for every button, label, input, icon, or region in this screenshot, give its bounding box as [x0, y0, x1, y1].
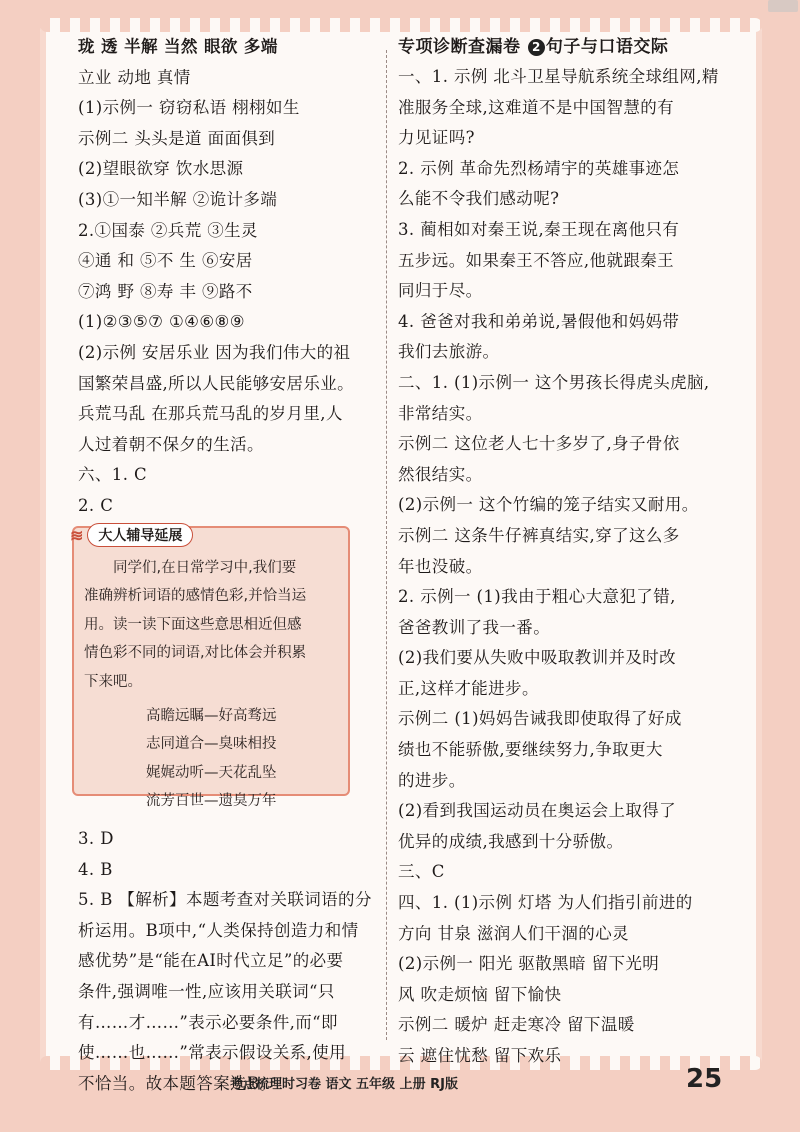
answer-line: (1)②③⑤⑦ ①④⑥⑧⑨ — [78, 312, 245, 332]
answer-line: 准服务全球,这难道不是中国智慧的有 — [398, 97, 675, 117]
right-column — [398, 32, 728, 1072]
footer-book-info: 考点梳理时习卷 语文 五年级 上册 RJ版 — [230, 1077, 458, 1092]
answer-line: 感优势”是“能在AI时代立足”的必要 — [78, 951, 344, 971]
left-answer-lines-after — [78, 824, 372, 1099]
extension-paragraph — [84, 554, 340, 696]
answer-line: 条件,强调唯一性,应该用关联词“只 — [78, 981, 335, 1001]
answer-line: 立业 动地 真情 — [78, 67, 191, 87]
answer-line: 2. 示例一 (1)我由于粗心大意犯了错, — [398, 587, 676, 607]
extension-text-line: 同学们,在日常学习中,我们要 — [113, 560, 297, 576]
word-pair: 流芳百世—遗臭万年 — [146, 793, 277, 810]
answer-line: (3)①一知半解 ②诡计多端 — [78, 189, 278, 209]
answer-line: 示例二 暖炉 赶走寒冷 留下温暖 — [398, 1015, 635, 1035]
answer-line: 爸爸教训了我一番。 — [398, 617, 551, 637]
answer-line: 示例二 这条牛仔裤真结实,穿了这么多 — [398, 525, 680, 545]
answer-line: 年也没破。 — [398, 556, 483, 576]
answer-line: (2)示例一 阳光 驱散黑暗 留下光明 — [398, 954, 660, 974]
answer-line: 示例二 头头是道 面面俱到 — [78, 128, 276, 148]
answer-line: 2. 示例 革命先烈杨靖宇的英雄事迹怎 — [398, 158, 680, 178]
answer-line: 示例二 这位老人七十多岁了,身子骨依 — [398, 434, 680, 454]
answer-line: 四、1. (1)示例 灯塔 为人们指引前进的 — [398, 893, 693, 913]
answer-line: 珑 透 半解 当然 眼欲 多端 — [78, 37, 278, 56]
answer-line: 有……才……”表示必要条件,而“即 — [78, 1012, 338, 1032]
answer-line: 兵荒马乱 在那兵荒马乱的岁月里,人 — [78, 404, 343, 424]
answer-line: ④通 和 ⑤不 生 ⑥安居 — [78, 251, 253, 271]
corner-tab — [768, 0, 798, 12]
answer-line: 三、C — [398, 862, 445, 882]
word-pair: 高瞻远瞩—好高骛远 — [146, 708, 277, 725]
extension-word-pairs — [84, 702, 340, 816]
answer-line: (1)示例一 窃窃私语 栩栩如生 — [78, 98, 300, 118]
left-answer-lines — [78, 32, 368, 522]
answer-line: (2)我们要从失败中吸取教训并及时改 — [398, 648, 677, 668]
answer-line: 方向 甘泉 滋润人们干涸的心灵 — [398, 923, 629, 943]
answer-line: 3. D — [78, 829, 114, 848]
answer-line: 六、1. C — [78, 465, 148, 485]
answer-line: 国繁荣昌盛,所以人民能够安居乐业。 — [78, 373, 355, 393]
answer-line: 4. B — [78, 859, 113, 879]
answer-line: 4. 爸爸对我和弟弟说,暑假他和妈妈带 — [398, 311, 680, 331]
extension-text-line: 情色彩不同的词语,对比体会并积累 — [84, 645, 307, 662]
answer-line: 绩也不能骄傲,要继续努力,争取更大 — [398, 740, 663, 760]
extension-header — [70, 520, 193, 550]
answer-line: 同归于尽。 — [398, 281, 483, 301]
answer-line: (2)望眼欲穿 饮水思源 — [78, 159, 244, 179]
word-pair: 娓娓动听—天花乱坠 — [146, 764, 277, 781]
column-divider — [386, 50, 387, 1040]
wavy-top-border — [40, 18, 762, 32]
extension-box — [70, 525, 350, 810]
answer-line: 力见证吗? — [398, 128, 475, 148]
answer-line: 然很结实。 — [398, 464, 483, 484]
extension-text-line: 下来吧。 — [84, 673, 142, 690]
answer-line: 优异的成绩,我感到十分骄傲。 — [398, 831, 624, 851]
section-title-suffix: 句子与口语交际 — [545, 37, 669, 57]
answer-line: 不恰当。故本题答案选B。 — [78, 1073, 277, 1093]
answer-line: 的进步。 — [398, 770, 466, 790]
answer-line: 2. C — [78, 495, 114, 515]
answer-line: 么能不令我们感动呢? — [398, 189, 560, 209]
wave-lines-icon: ≋ — [70, 525, 84, 545]
answer-line: ⑦鸿 野 ⑧寿 丰 ⑨路不 — [78, 281, 253, 301]
answer-line: 二、1. (1)示例一 这个男孩长得虎头虎脑, — [398, 372, 710, 392]
extension-body — [84, 554, 340, 816]
answer-line: (2)示例 安居乐业 因为我们伟大的祖 — [78, 342, 351, 362]
answer-line: 我们去旅游。 — [398, 342, 500, 362]
answer-line: (2)看到我国运动员在奥运会上取得了 — [398, 801, 677, 821]
right-answer-lines — [398, 62, 728, 1072]
answer-line: 云 遮住忧愁 留下欢乐 — [398, 1046, 562, 1065]
answer-line: 人过着朝不保夕的生活。 — [78, 434, 264, 454]
answer-line: 3. 蔺相如对秦王说,秦王现在离他只有 — [398, 219, 680, 239]
extension-text-line: 准确辨析词语的感情色彩,并恰当运 — [84, 588, 307, 605]
answer-line: 2.①国泰 ②兵荒 ③生灵 — [78, 220, 258, 240]
number-badge-icon: 2 — [528, 39, 545, 56]
answer-line: 正,这样才能进步。 — [398, 678, 539, 698]
section-title-prefix: 专项诊断查漏卷 — [398, 37, 521, 57]
word-pair: 志同道合—臭味相投 — [146, 736, 277, 753]
answer-line: 5. B 【解析】本题考查对关联词语的分 — [78, 890, 372, 910]
extension-label: 大人辅导延展 — [87, 523, 193, 547]
page-number: 25 — [686, 1064, 723, 1094]
answer-line: 风 吹走烦恼 留下愉快 — [398, 984, 562, 1004]
answer-line: 非常结实。 — [398, 403, 483, 423]
answer-line: 使……也……”常表示假设关系,使用 — [78, 1043, 346, 1063]
answer-line: 示例二 (1)妈妈告诫我即使取得了好成 — [398, 709, 682, 729]
answer-line: (2)示例一 这个竹编的笼子结实又耐用。 — [398, 495, 699, 515]
section-title — [398, 32, 728, 62]
answer-line: 五步远。如果秦王不答应,他就跟秦王 — [398, 250, 675, 270]
extension-text-line: 用。读一读下面这些意思相近但感 — [84, 616, 302, 633]
answer-line: 析运用。B项中,“人类保持创造力和情 — [78, 920, 359, 940]
answer-line: 一、1. 示例 北斗卫星导航系统全球组网,精 — [398, 67, 719, 86]
